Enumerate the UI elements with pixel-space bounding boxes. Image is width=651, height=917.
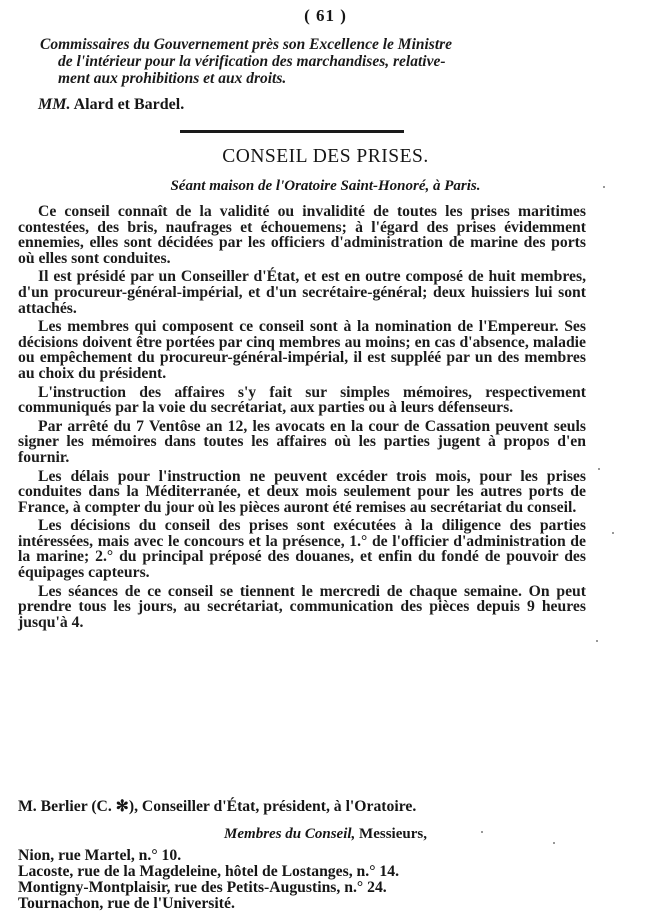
commissioners-heading (40, 36, 592, 87)
paragraph: Par arrêté du 7 Ventôse an 12, les avocats en la cour de Cassation peuvent seuls signer les mémoires dans toutes les affaires où les parties jugent à propos d'en fournir. (18, 417, 586, 466)
section-divider (180, 130, 404, 133)
list-item: Tournachon, rue de l'Université. (18, 895, 235, 912)
commissioners-heading-line-2: de l'intérieur pour la vérification des marchandises, relative- (58, 53, 446, 70)
members-heading (0, 826, 651, 843)
paragraph: L'instruction des affaires s'y fait sur simples mémoires, respectivement communiqués par la voie du secrétariat, aux parties ou à leurs défenseurs. (18, 383, 586, 417)
member-list (18, 848, 618, 912)
paragraph: Il est présidé par un Conseiller d'État, et est en outre composé de huit membres, d'un procureur-général-impérial, et d'un secrétaire-général; deux huissiers lui sont attachés. (18, 268, 586, 317)
speck (612, 532, 614, 534)
members-heading-rest: Messieurs, (359, 826, 427, 842)
section-body (18, 204, 586, 633)
members-names: Alard et Bardel. (73, 96, 185, 113)
list-item: Lacoste, rue de la Magdeleine, hôtel de Lostanges, n.° 14. (18, 863, 400, 880)
paragraph: Les membres qui composent ce conseil sont à la nomination de l'Empereur. Ses décisions doivent être portées par cinq membres au moins; en cas d'absence, maladie ou empêchement du procureur-général-impérial, il est suppléé par un des membres au choix du président. (18, 318, 586, 382)
paragraph: Les délais pour l'instruction ne peuvent excéder trois mois, pour les prises conduites dans la Méditerranée, et deux mois seulement pour les autres ports de France, à compter du jour où les pièces auront été remises au secrétariat du conseil. (18, 467, 586, 516)
paragraph: Les séances de ce conseil se tiennent le mercredi de chaque semaine. On peut prendre tous les jours, au secrétariat, communication des pièces depuis 9 heures jusqu'à 4. (18, 582, 586, 631)
president-line: M. Berlier (C. ✻), Conseiller d'État, président, à l'Oratoire. (18, 798, 417, 815)
page-number: ( 61 ) (304, 6, 347, 25)
speck (603, 186, 605, 188)
commissioners-heading-line-1: Commissaires du Gouvernement près son Excellence le Ministre (40, 36, 453, 53)
speck (553, 842, 555, 844)
speck (481, 831, 483, 833)
paragraph: Les décisions du conseil des prises sont exécutées à la diligence des parties intéressées, mais avec le concours et la présence, 1.° de l'officier d'administration de la marine; 2.° du principal préposé des douanes, et enfin du fondé de pouvoir des équipages capteurs. (18, 517, 586, 582)
paragraph: Ce conseil connaît de la validité ou invalidité de toutes les prises maritimes contestées, des bris, naufrages et échouemens; à l'égard des prises évidemment ennemies, elles sont décidées par les officiers d'administration de marine des ports où elles sont conduites. (18, 203, 586, 267)
list-item: Nion, rue Martel, n.° 10. (18, 847, 182, 864)
commissioners-names (38, 96, 184, 114)
list-item: Montigny-Montplaisir, rue des Petits-Augustins, n.° 24. (18, 879, 387, 896)
speck (598, 468, 600, 470)
section-title: CONSEIL DES PRISES. (222, 146, 429, 167)
section-subtitle: Séant maison de l'Oratoire Saint-Honoré, à Paris. (170, 178, 481, 194)
speck (596, 640, 598, 642)
members-prefix: MM. (38, 96, 71, 113)
commissioners-heading-line-3: ment aux prohibitions et aux droits. (58, 70, 287, 87)
members-heading-italic: Membres du Conseil, (224, 826, 356, 842)
